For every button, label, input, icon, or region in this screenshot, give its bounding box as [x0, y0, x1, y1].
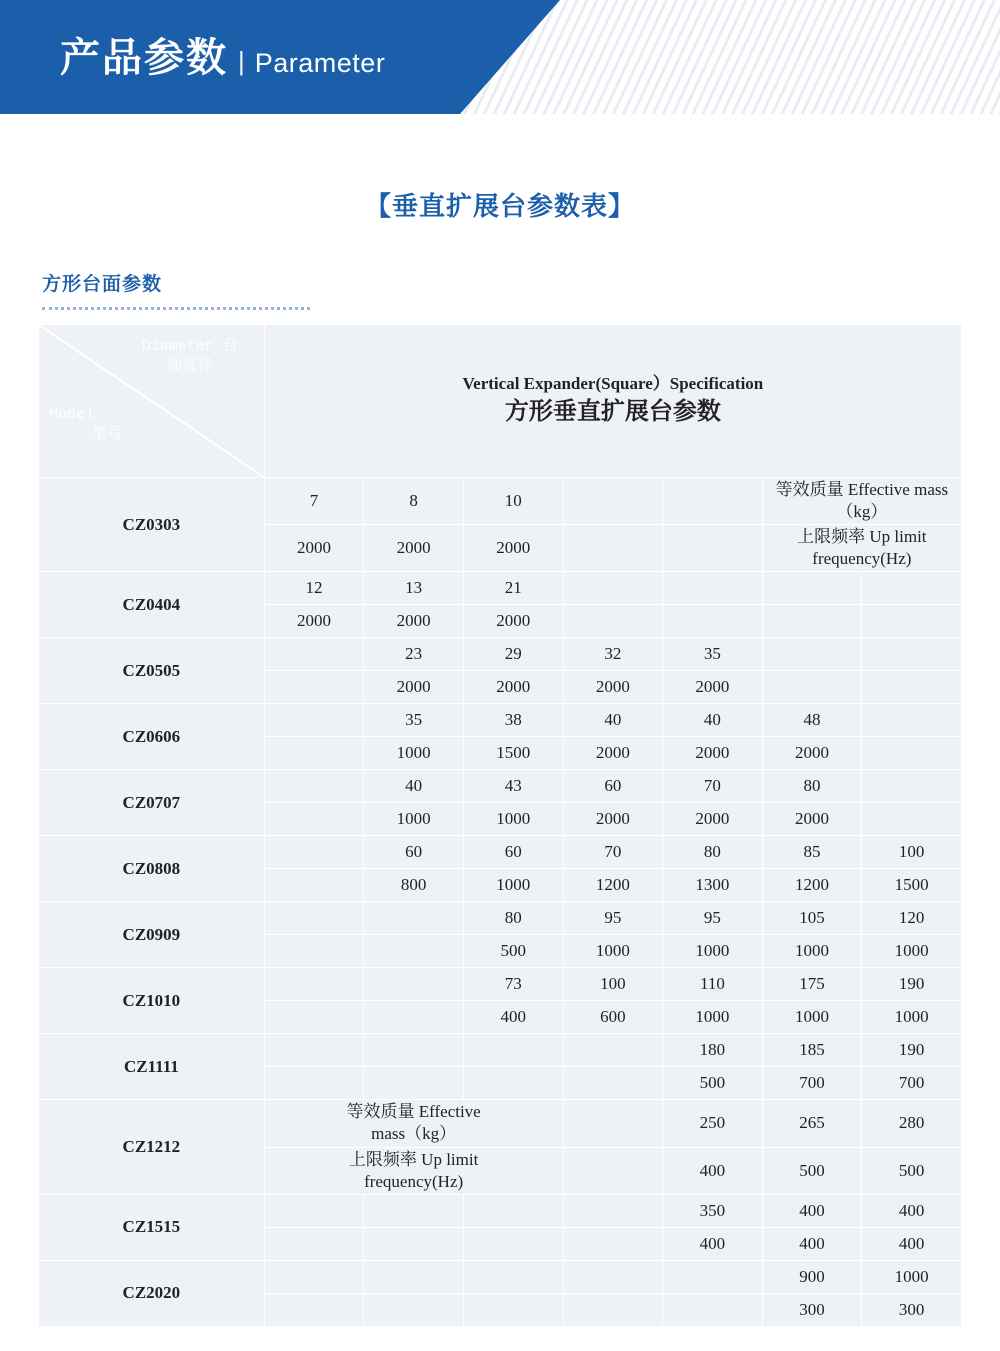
- page-title: 【垂直扩展台参数表】: [364, 191, 635, 221]
- cell-mass: 70: [563, 836, 663, 869]
- cell-mass: [264, 1034, 364, 1067]
- table-row: [39, 1034, 962, 1067]
- cell-freq: [364, 1293, 464, 1326]
- cell-freq: [762, 671, 862, 704]
- cell-mass: 280: [862, 1100, 962, 1147]
- model-cell-cz0909: CZ0909: [39, 902, 265, 968]
- cell-mass: [762, 638, 862, 671]
- cell-freq: [563, 1293, 663, 1326]
- cell-mass: [364, 1194, 464, 1227]
- cell-mass: 13: [364, 572, 464, 605]
- section-label: 方形台面参数: [42, 274, 163, 295]
- cell-mass: 95: [663, 902, 763, 935]
- cell-mass: 60: [364, 836, 464, 869]
- model-cell-cz0404: CZ0404: [39, 572, 265, 638]
- cell-freq: 1000: [862, 935, 962, 968]
- section-label-group: [42, 269, 342, 310]
- cell-freq: [563, 605, 663, 638]
- model-cell-cz0505: CZ0505: [39, 638, 265, 704]
- cell-mass: 38: [463, 704, 563, 737]
- cell-mass: 40: [364, 770, 464, 803]
- banner-text-group: [60, 38, 385, 78]
- cell-mass: 12: [264, 572, 364, 605]
- cell-freq: 500: [663, 1067, 763, 1100]
- table-row: [39, 572, 962, 605]
- model-cell-cz0606: CZ0606: [39, 704, 265, 770]
- spec-table-wrapper: [38, 324, 962, 1327]
- cell-mass: [364, 1034, 464, 1067]
- banner-title-en: Parameter: [254, 47, 386, 78]
- cell-mass: [264, 902, 364, 935]
- table-header-line1: Vertical Expander(Square）Specification: [462, 374, 764, 394]
- cell-freq: [364, 1067, 464, 1100]
- model-cell-cz1111: CZ1111: [39, 1034, 265, 1100]
- table-row: [39, 638, 962, 671]
- cell-mass: [663, 1260, 763, 1293]
- corner-model-cn: 型号: [91, 425, 122, 443]
- cell-freq: [264, 935, 364, 968]
- cell-mass: 60: [463, 836, 563, 869]
- cell-freq: [563, 525, 663, 572]
- cell-mass: [862, 704, 962, 737]
- table-row: [39, 1100, 962, 1147]
- cell-freq: 1000: [364, 737, 464, 770]
- cell-freq: 400: [762, 1227, 862, 1260]
- cell-mass: [264, 1194, 364, 1227]
- cell-freq: [563, 1147, 663, 1194]
- cell-freq: 1000: [862, 1001, 962, 1034]
- cell-mass: 70: [663, 770, 763, 803]
- table-main-header: [264, 325, 961, 478]
- corner-diameter-line2: 面直径: [167, 358, 213, 376]
- cell-mass: 400: [862, 1194, 962, 1227]
- cell-freq: 500: [862, 1147, 962, 1194]
- cell-mass: 80: [663, 836, 763, 869]
- cell-freq: [862, 605, 962, 638]
- cell-mass: [364, 902, 464, 935]
- cell-mass: [663, 572, 763, 605]
- cell-freq: [663, 1293, 763, 1326]
- cell-freq: 2000: [563, 803, 663, 836]
- cell-mass: 35: [663, 638, 763, 671]
- legend-effective-mass-serif-l1: 等效质量 Effective: [346, 1102, 481, 1122]
- cell-mass: 29: [463, 638, 563, 671]
- cell-mass: 40: [663, 704, 763, 737]
- cell-freq: 1000: [463, 803, 563, 836]
- cell-mass: 80: [762, 770, 862, 803]
- cell-freq: [862, 737, 962, 770]
- cell-freq: 2000: [563, 671, 663, 704]
- cell-freq: 600: [563, 1001, 663, 1034]
- cell-mass: 120: [862, 902, 962, 935]
- table-header-row: [39, 325, 962, 478]
- cell-mass: 48: [762, 704, 862, 737]
- cell-freq: 300: [762, 1293, 862, 1326]
- table-header-line2: 方形垂直扩展台参数: [504, 399, 721, 426]
- legend-effective-mass-l2: （kg）: [836, 502, 888, 522]
- cell-freq: [264, 671, 364, 704]
- cell-freq: [563, 1227, 663, 1260]
- legend-effective-mass-serif-l2: mass（kg）: [371, 1124, 457, 1144]
- cell-freq: 2000: [264, 525, 364, 572]
- cell-mass: [264, 968, 364, 1001]
- cell-mass: [862, 572, 962, 605]
- corner-model-label: [49, 405, 159, 446]
- cell-freq: 2000: [364, 605, 464, 638]
- cell-freq: [264, 1001, 364, 1034]
- cell-mass: [463, 1194, 563, 1227]
- cell-mass: [762, 572, 862, 605]
- cell-freq: 400: [663, 1147, 763, 1194]
- cell-mass: 190: [862, 1034, 962, 1067]
- table-row: [39, 1260, 962, 1293]
- corner-diameter-line1: Diameter 台: [141, 338, 238, 355]
- cell-mass: 23: [364, 638, 464, 671]
- cell-mass: [563, 478, 663, 525]
- cell-mass: 175: [762, 968, 862, 1001]
- cell-mass: [463, 1260, 563, 1293]
- cell-freq: 1000: [762, 1001, 862, 1034]
- legend-up-limit-l1: 上限频率 Up limit: [797, 527, 927, 547]
- cell-freq: 1000: [364, 803, 464, 836]
- cell-mass: 100: [563, 968, 663, 1001]
- cell-mass: 10: [463, 478, 563, 525]
- cell-freq: [364, 1001, 464, 1034]
- cell-freq: 2000: [663, 671, 763, 704]
- cell-freq: 2000: [463, 671, 563, 704]
- cell-freq: 2000: [364, 525, 464, 572]
- cell-mass: 180: [663, 1034, 763, 1067]
- table-row: [39, 968, 962, 1001]
- cell-freq: 300: [862, 1293, 962, 1326]
- cell-freq: [563, 1067, 663, 1100]
- legend-effective-mass-l1: 等效质量 Effective mass: [775, 480, 949, 499]
- cell-mass: 95: [563, 902, 663, 935]
- cell-mass: [264, 704, 364, 737]
- cell-mass: [563, 1034, 663, 1067]
- cell-freq: 1200: [563, 869, 663, 902]
- cell-mass: 1000: [862, 1260, 962, 1293]
- cell-freq: 1000: [762, 935, 862, 968]
- corner-diameter-label: [124, 337, 256, 378]
- table-row: [39, 836, 962, 869]
- cell-mass: 8: [364, 478, 464, 525]
- legend-effective-mass: [762, 478, 961, 525]
- cell-mass: 185: [762, 1034, 862, 1067]
- cell-mass: [264, 770, 364, 803]
- cell-mass: [563, 572, 663, 605]
- banner-title-cn: 产品参数: [60, 36, 228, 80]
- cell-freq: 2000: [663, 803, 763, 836]
- cell-freq: 400: [663, 1227, 763, 1260]
- cell-freq: 1000: [463, 869, 563, 902]
- cell-mass: [563, 1100, 663, 1147]
- cell-freq: 2000: [463, 525, 563, 572]
- legend-effective-mass-serif: [264, 1100, 563, 1147]
- table-corner-cell: [39, 325, 265, 478]
- cell-freq: 2000: [463, 605, 563, 638]
- legend-up-limit-frequency-serif: [264, 1147, 563, 1194]
- cell-freq: [862, 803, 962, 836]
- cell-freq: 1500: [463, 737, 563, 770]
- cell-freq: 2000: [663, 737, 763, 770]
- cell-mass: [264, 1260, 364, 1293]
- cell-mass: 85: [762, 836, 862, 869]
- cell-freq: [364, 1227, 464, 1260]
- table-row: [39, 478, 962, 525]
- cell-mass: [563, 1194, 663, 1227]
- model-cell-cz1010: CZ1010: [39, 968, 265, 1034]
- cell-mass: 80: [463, 902, 563, 935]
- cell-freq: 1000: [563, 935, 663, 968]
- cell-freq: 400: [463, 1001, 563, 1034]
- cell-freq: 1500: [862, 869, 962, 902]
- cell-mass: 7: [264, 478, 364, 525]
- cell-freq: [264, 803, 364, 836]
- cell-freq: 400: [862, 1227, 962, 1260]
- cell-mass: 43: [463, 770, 563, 803]
- table-row: [39, 1194, 962, 1227]
- cell-mass: [364, 1260, 464, 1293]
- cell-mass: 110: [663, 968, 763, 1001]
- cell-mass: 350: [663, 1194, 763, 1227]
- cell-freq: [862, 671, 962, 704]
- cell-freq: 2000: [264, 605, 364, 638]
- cell-freq: [762, 605, 862, 638]
- section-divider: [42, 304, 310, 310]
- cell-freq: 1200: [762, 869, 862, 902]
- cell-freq: 1000: [663, 1001, 763, 1034]
- cell-mass: [264, 638, 364, 671]
- cell-freq: [463, 1293, 563, 1326]
- model-cell-cz0303: CZ0303: [39, 478, 265, 572]
- model-cell-cz0707: CZ0707: [39, 770, 265, 836]
- cell-mass: 40: [563, 704, 663, 737]
- cell-mass: [862, 638, 962, 671]
- cell-freq: [663, 525, 763, 572]
- cell-mass: 190: [862, 968, 962, 1001]
- cell-freq: [264, 869, 364, 902]
- cell-freq: 500: [762, 1147, 862, 1194]
- cell-freq: 2000: [762, 737, 862, 770]
- model-cell-cz0808: CZ0808: [39, 836, 265, 902]
- cell-freq: [264, 1227, 364, 1260]
- cell-mass: [563, 1260, 663, 1293]
- cell-mass: 35: [364, 704, 464, 737]
- cell-mass: 60: [563, 770, 663, 803]
- cell-mass: 100: [862, 836, 962, 869]
- legend-up-limit-l2: frequency(Hz): [812, 549, 912, 569]
- cell-mass: [463, 1034, 563, 1067]
- cell-freq: 700: [762, 1067, 862, 1100]
- cell-freq: [463, 1067, 563, 1100]
- cell-mass: [663, 478, 763, 525]
- cell-mass: [862, 770, 962, 803]
- table-row: [39, 704, 962, 737]
- table-row: [39, 770, 962, 803]
- model-cell-cz1515: CZ1515: [39, 1194, 265, 1260]
- cell-freq: [264, 1293, 364, 1326]
- cell-freq: [663, 605, 763, 638]
- legend-up-limit-serif-l1: 上限频率 Up limit: [348, 1149, 479, 1169]
- cell-mass: 21: [463, 572, 563, 605]
- cell-mass: [364, 968, 464, 1001]
- cell-freq: 1000: [663, 935, 763, 968]
- cell-freq: 1300: [663, 869, 763, 902]
- cell-mass: 265: [762, 1100, 862, 1147]
- legend-up-limit-frequency: [762, 525, 961, 572]
- cell-freq: 2000: [762, 803, 862, 836]
- cell-mass: 105: [762, 902, 862, 935]
- cell-freq: [463, 1227, 563, 1260]
- page-banner: [0, 0, 1000, 114]
- cell-freq: [264, 737, 364, 770]
- cell-mass: 400: [762, 1194, 862, 1227]
- model-cell-cz2020: CZ2020: [39, 1260, 265, 1326]
- table-row: [39, 902, 962, 935]
- legend-up-limit-serif-l2: frequency(Hz): [364, 1171, 464, 1191]
- cell-mass: 900: [762, 1260, 862, 1293]
- cell-mass: [264, 836, 364, 869]
- cell-freq: 800: [364, 869, 464, 902]
- banner-separator: |: [238, 46, 245, 77]
- cell-freq: 500: [463, 935, 563, 968]
- spec-table: [38, 324, 962, 1327]
- model-cell-cz1212: CZ1212: [39, 1100, 265, 1194]
- cell-mass: 32: [563, 638, 663, 671]
- cell-freq: [264, 1067, 364, 1100]
- cell-mass: 73: [463, 968, 563, 1001]
- cell-freq: 2000: [364, 671, 464, 704]
- cell-mass: 250: [663, 1100, 763, 1147]
- cell-freq: 2000: [563, 737, 663, 770]
- corner-model-en: Model: [49, 405, 95, 423]
- cell-freq: [364, 935, 464, 968]
- cell-freq: 700: [862, 1067, 962, 1100]
